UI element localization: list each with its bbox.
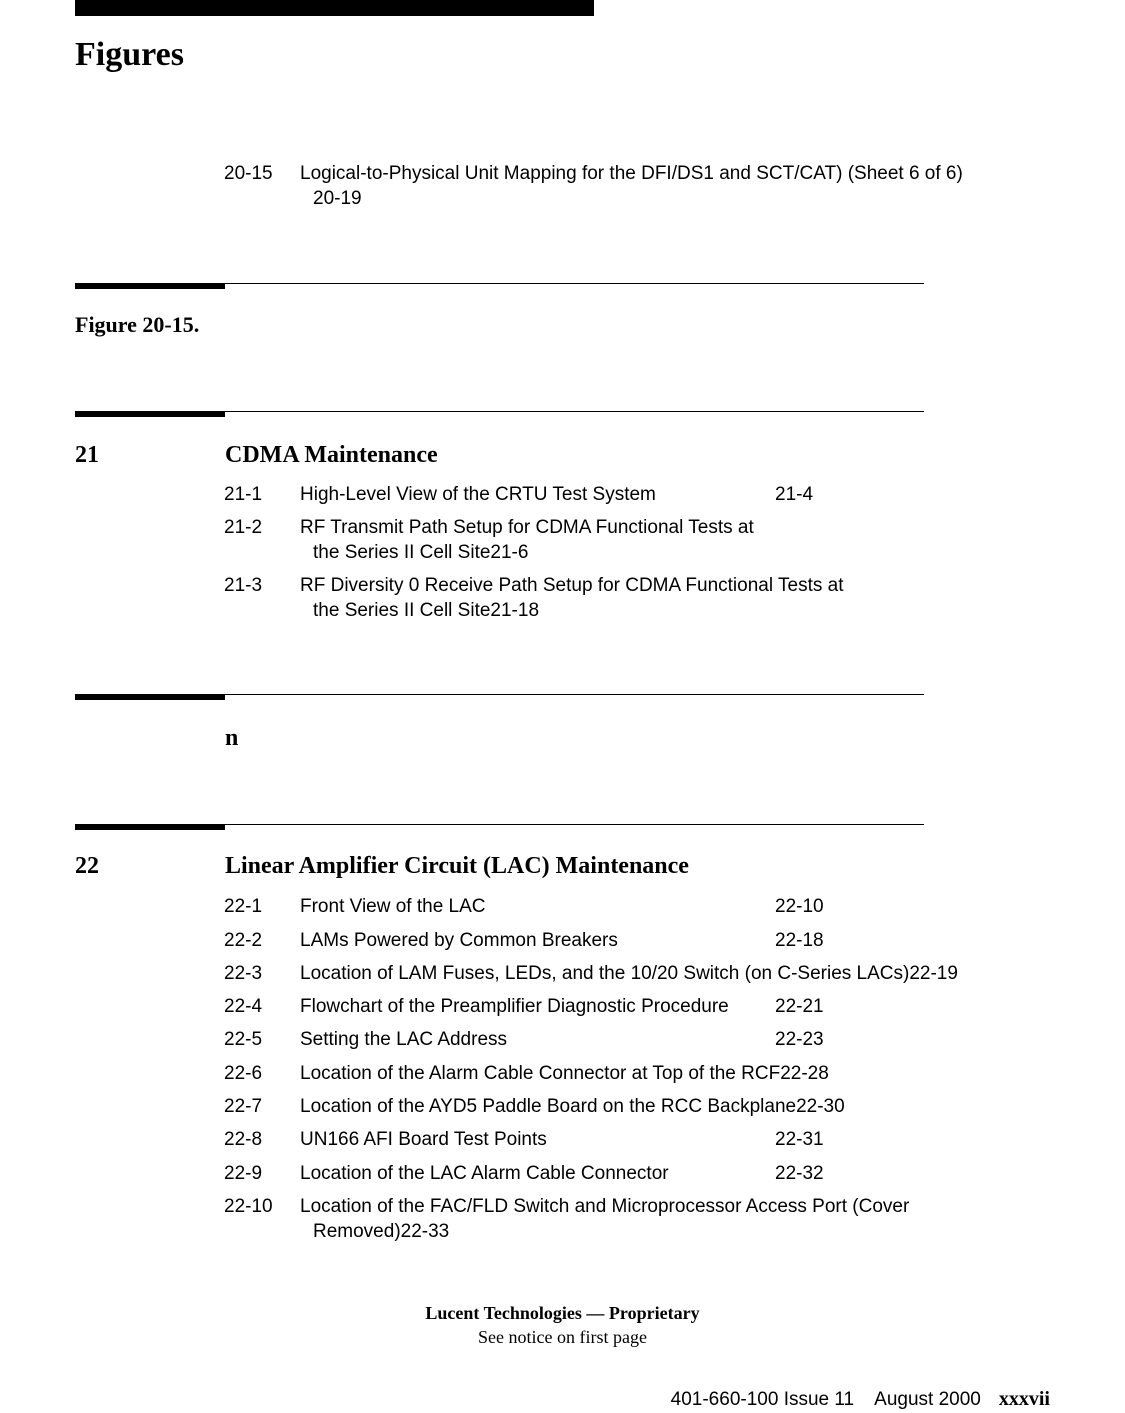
section-number: 21 (75, 442, 99, 468)
section-rule (75, 411, 924, 417)
figure-title: Logical-to-Physical Unit Mapping for the DFI/DS1 and SCT/CAT) (Sheet 6 of 6) (300, 163, 963, 184)
footer-notice: See notice on first page (478, 1327, 647, 1347)
figure-page: 21-4 (775, 484, 814, 505)
figure-page: 22-31 (775, 1129, 824, 1150)
section-title: CDMA Maintenance (225, 442, 438, 468)
figure-number: 21-3 (224, 575, 263, 596)
figure-page: 20-19 (313, 188, 362, 209)
figure-number: 21-2 (224, 517, 263, 538)
figure-title: Location of the FAC/FLD Switch and Microprocessor Access Port (Cover (300, 1196, 910, 1217)
figure-number: 20-15 (224, 163, 273, 184)
figure-title: UN166 AFI Board Test Points (300, 1129, 547, 1150)
section-title: Linear Amplifier Circuit (LAC) Maintenance (225, 853, 689, 879)
figure-page: 22-21 (775, 996, 824, 1017)
figure-label: Figure 20-15. (75, 312, 200, 337)
section-number: 22 (75, 853, 99, 879)
figure-title: RF Diversity 0 Receive Path Setup for CDMA Functional Tests at (300, 575, 844, 596)
figure-title: Flowchart of the Preamplifier Diagnostic Procedure (300, 996, 729, 1017)
section-rule (75, 283, 924, 289)
figure-number: 22-7 (224, 1096, 263, 1117)
figure-title-cont: the Series II Cell Site21-18 (313, 600, 540, 621)
figure-title: Location of the AYD5 Paddle Board on the RCC Backplane22-30 (300, 1096, 845, 1117)
doc-id: 401-660-100 Issue 11 August 2000 (670, 1389, 981, 1410)
figure-number: 22-3 (224, 963, 263, 984)
figure-page: 22-10 (775, 896, 824, 917)
figure-title: Location of the LAC Alarm Cable Connector (300, 1163, 669, 1184)
figure-number: 22-4 (224, 996, 263, 1017)
figure-title-cont: Removed)22-33 (313, 1221, 450, 1242)
page-title: Figures (75, 36, 184, 73)
figure-number: 22-9 (224, 1163, 263, 1184)
header-bar (75, 0, 594, 16)
figure-title: LAMs Powered by Common Breakers (300, 930, 618, 951)
figure-title-cont: the Series II Cell Site21-6 (313, 542, 529, 563)
figure-number: 22-5 (224, 1029, 263, 1050)
figure-number: 21-1 (224, 484, 263, 505)
footer-company: Lucent Technologies — Proprietary (425, 1303, 700, 1323)
figure-page: 22-23 (775, 1029, 824, 1050)
figure-number: 22-2 (224, 930, 263, 951)
figure-number: 22-1 (224, 896, 263, 917)
figure-number: 22-8 (224, 1129, 263, 1150)
figure-title: High-Level View of the CRTU Test System (300, 484, 656, 505)
footer-doc-info (671, 1386, 1050, 1413)
figure-page: 22-18 (775, 930, 824, 951)
figure-title: Location of the Alarm Cable Connector at Top of the RCF22-28 (300, 1063, 829, 1084)
figure-number: 22-10 (224, 1196, 273, 1217)
section-rule (75, 694, 924, 700)
section-rule (75, 824, 924, 830)
figure-title: Front View of the LAC (300, 896, 486, 917)
section-title: n (225, 725, 239, 751)
page-number: xxxvii (998, 1388, 1050, 1410)
figure-title: RF Transmit Path Setup for CDMA Functional Tests at (300, 517, 754, 538)
figure-number: 22-6 (224, 1063, 263, 1084)
figure-page: 22-32 (775, 1163, 824, 1184)
figure-title: Location of LAM Fuses, LEDs, and the 10/20 Switch (on C-Series LACs)22-19 (300, 963, 958, 984)
figure-title: Setting the LAC Address (300, 1029, 508, 1050)
